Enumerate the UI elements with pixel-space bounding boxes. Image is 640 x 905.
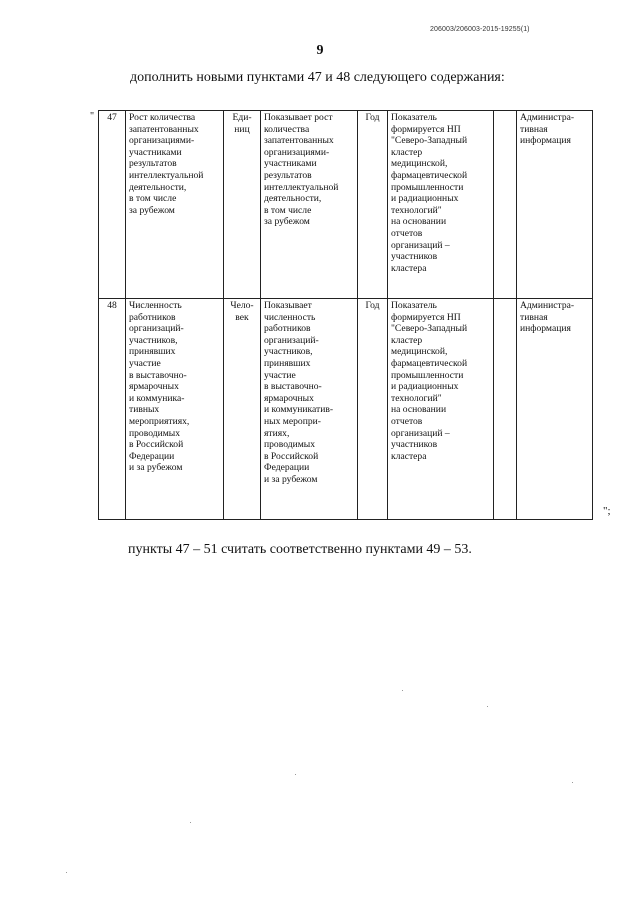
closing-paragraph: пункты 47 – 51 считать соответственно пунктами 49 – 53. xyxy=(128,542,472,557)
table-row xyxy=(99,299,593,520)
indicator-name: Рост количества запатентованных организациями- участниками результатов интеллектуальной деятельности, в том числе за рубежом xyxy=(126,111,224,299)
scan-speck xyxy=(66,872,67,873)
intro-paragraph: дополнить новыми пунктами 47 и 48 следующего содержания: xyxy=(130,70,505,85)
row-number: 48 xyxy=(99,299,126,520)
row-number: 47 xyxy=(99,111,126,299)
scan-speck xyxy=(190,822,191,823)
empty-cell xyxy=(494,111,517,299)
scan-speck xyxy=(572,782,573,783)
indicator-description: Показывает численность работников организаций- участников, принявших участие в выставочно- ярмарочных и коммуникатив- ных меропри- ятиях, проводимых в Российской Федерации и за рубежом xyxy=(261,299,358,520)
unit-of-measure: Еди- ниц xyxy=(224,111,261,299)
page-number: 9 xyxy=(316,43,324,58)
empty-cell xyxy=(494,299,517,520)
data-source: Администра- тивная информация xyxy=(517,299,593,520)
indicators-table xyxy=(98,110,593,520)
periodicity: Год xyxy=(358,299,388,520)
scan-speck xyxy=(402,690,403,691)
calculation-method: Показатель формируется НП "Северо-Западный кластер медицинской, фармацевтической промышленности и радиационных технологий" на основании отчетов организаций – участников кластера xyxy=(388,111,494,299)
indicator-name: Численность работников организаций- участников, принявших участие в выставочно- ярмарочных и коммуника- тивных мероприятиях, проводимых в Российской Федерации и за рубежом xyxy=(126,299,224,520)
periodicity: Год xyxy=(358,111,388,299)
document-id: 206003/206003-2015-19255(1) xyxy=(430,26,530,33)
opening-quote: " xyxy=(90,111,95,122)
closing-quote: "; xyxy=(603,505,611,517)
calculation-method: Показатель формируется НП "Северо-Западный кластер медицинской, фармацевтической промышленности и радиационных технологий" на основании отчетов организаций – участников кластера xyxy=(388,299,494,520)
data-source: Администра- тивная информация xyxy=(517,111,593,299)
scan-speck xyxy=(295,774,296,775)
table-row xyxy=(99,111,593,299)
indicator-description: Показывает рост количества запатентованных организациями- участниками результатов интеллектуальной деятельности, в том числе за рубежом xyxy=(261,111,358,299)
scan-speck xyxy=(487,706,488,707)
unit-of-measure: Чело- век xyxy=(224,299,261,520)
